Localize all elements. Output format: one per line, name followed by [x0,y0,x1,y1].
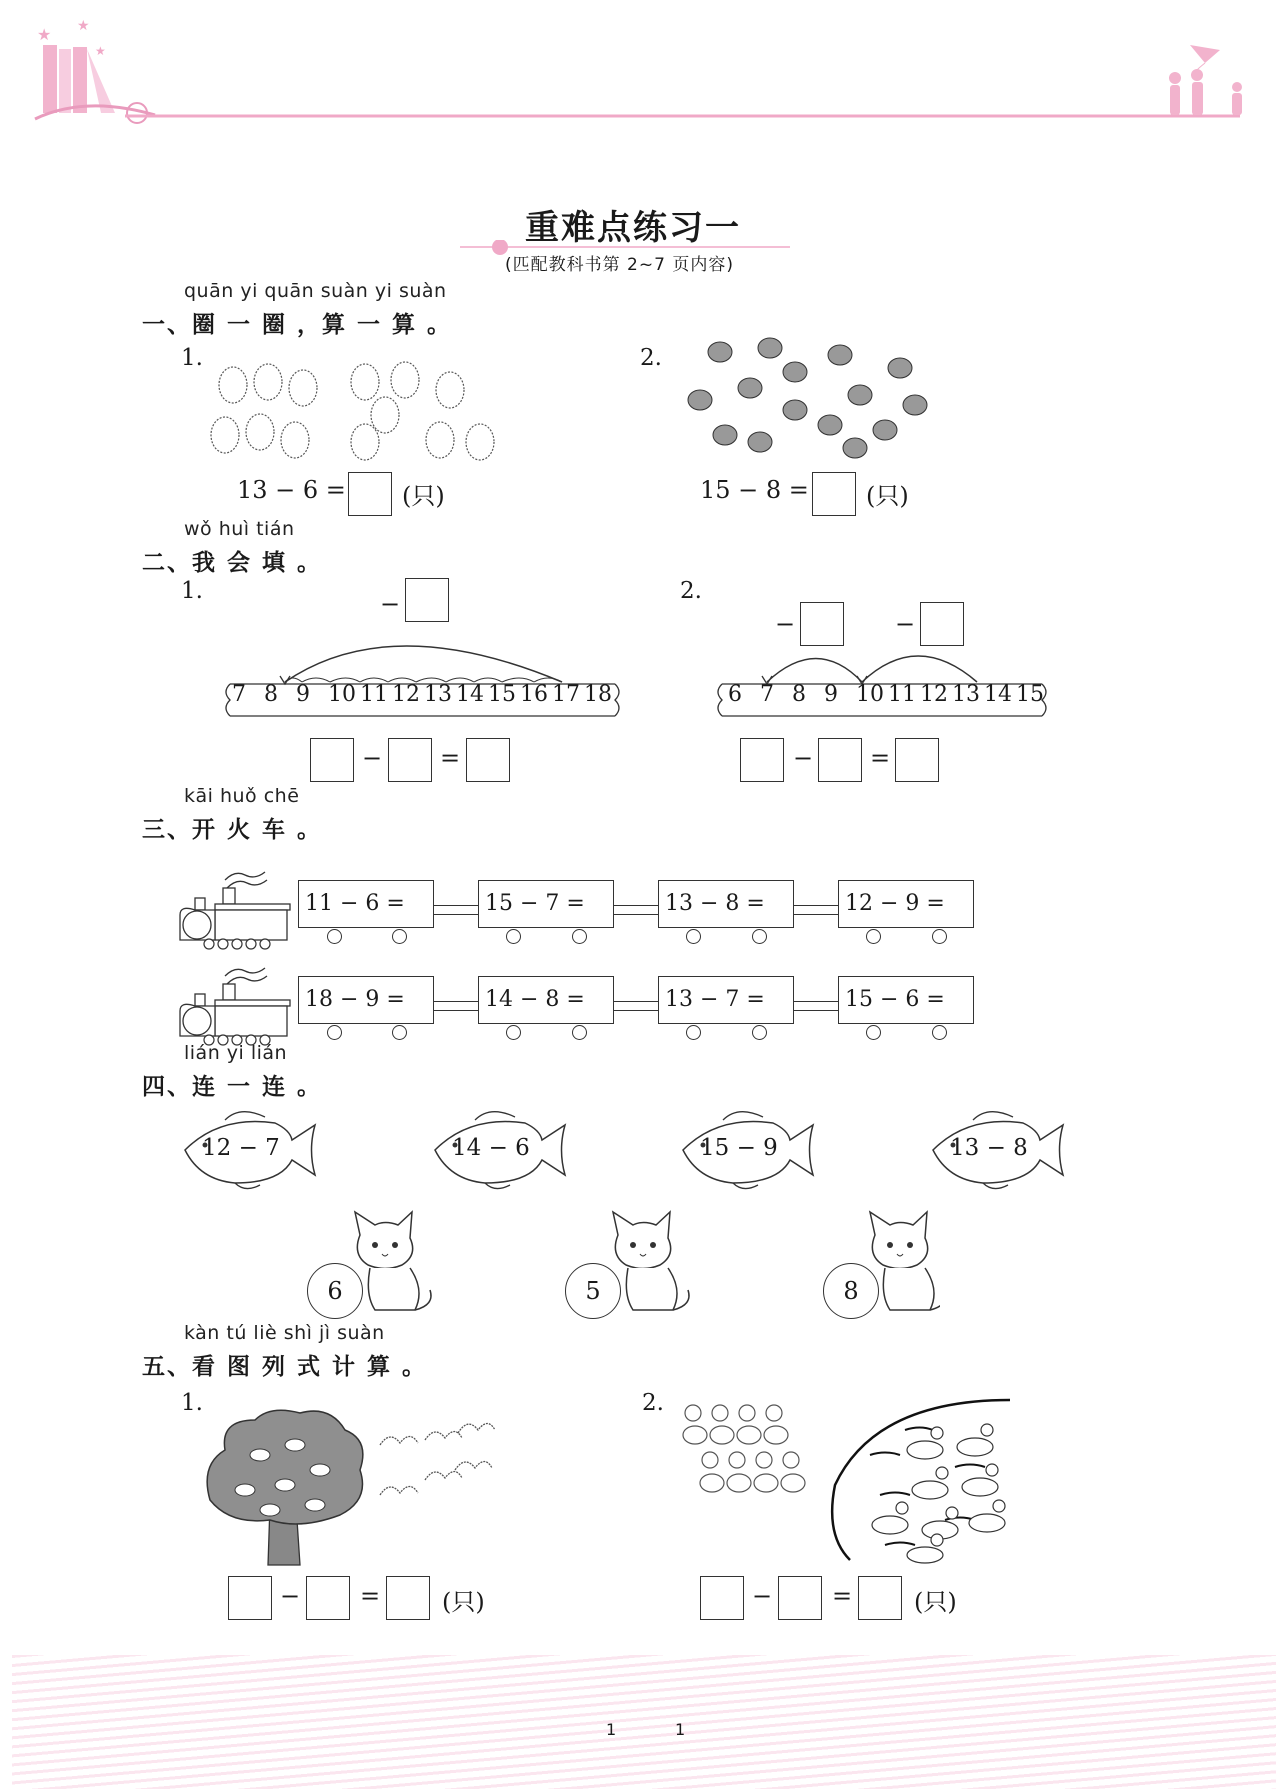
s1-q2-answer-box[interactable] [812,472,856,516]
fish-expr-4[interactable]: 13 − 8 [950,1135,1028,1161]
train2-car-4[interactable] [838,976,974,1024]
s2-q2-minus-a: − [775,610,796,638]
train2-car-4-expr: 15 − 6 = [845,987,945,1012]
s2-q1-ans-box-2[interactable] [388,738,432,782]
train2-car-2[interactable] [478,976,614,1024]
page-number-b: 1 [675,1720,686,1739]
wheel [866,1025,881,1040]
tick: 15 [488,682,516,707]
s2-q2-ans-box-3[interactable] [895,738,939,782]
s5-q1-minus: − [280,1582,301,1610]
train1-car-2-expr: 15 − 7 = [485,891,585,916]
tick: 13 [424,682,452,707]
s2-heading: 二、我 会 填 。 [142,550,323,576]
wheel [752,1025,767,1040]
s2-q1-ticks [232,682,616,707]
tick: 12 [392,682,420,707]
train1-car-4[interactable] [838,880,974,928]
page-title: 重难点练习一 [525,208,741,248]
ball-8[interactable]: 8 [823,1263,879,1319]
s2-q1-ans-box-1[interactable] [310,738,354,782]
s5-q1-box-3[interactable] [386,1576,430,1620]
s5-q2-box-1[interactable] [700,1576,744,1620]
wheel [392,929,407,944]
tick: 8 [792,682,806,707]
s5-q2-unit: (只) [914,1588,957,1616]
s5-q2-label: 2. [642,1390,664,1416]
coupler [434,905,478,915]
wheel [506,1025,521,1040]
fish-expr-1[interactable]: 12 − 7 [202,1135,280,1161]
train1-car-1[interactable] [298,880,434,928]
s5-q1-label: 1. [181,1390,203,1416]
fish-row [180,1105,1070,1195]
svg-text:★: ★ [77,18,90,34]
s1-q1-expr: 13 − 6 = [237,476,346,504]
s1-heading: 一、圈 一 圈 ，算 一 算 。 [142,312,453,338]
s2-q1-minus: − [380,590,401,618]
s5-q2-minus: − [752,1582,773,1610]
tick: 8 [264,682,278,707]
train1-car-1-expr: 11 − 6 = [305,891,405,916]
s2-q1-ans-minus: − [362,744,383,772]
s1-pinyin: quān yi quān suàn yi suàn [184,280,447,302]
wheel [506,929,521,944]
s2-q1-ans-box-3[interactable] [466,738,510,782]
s2-q2-ticks [728,682,1048,707]
wheel [392,1025,407,1040]
s5-q1-box-1[interactable] [228,1576,272,1620]
s2-q1-top-box[interactable] [405,578,449,622]
coupler [614,1001,658,1011]
tick: 10 [328,682,356,707]
children-kite-icon [1169,45,1242,115]
tick: 11 [888,682,916,707]
s4-heading: 四、连 一 连 。 [142,1074,323,1100]
train1-car-3-expr: 13 − 8 = [665,891,765,916]
wheel [572,929,587,944]
train2-car-1[interactable] [298,976,434,1024]
locomotive-icon [175,946,295,1046]
tick: 14 [456,682,484,707]
tick: 18 [584,682,612,707]
tick: 16 [520,682,548,707]
coupler [794,905,838,915]
s1-q2-unit: (只) [866,482,909,510]
s1-q1-label: 1. [181,345,203,371]
coupler [434,1001,478,1011]
s2-q2-label: 2. [680,578,702,604]
book-logo-icon [35,18,155,123]
wheel [327,1025,342,1040]
tick: 7 [232,682,246,707]
s2-q2-ans-equals: = [870,744,891,772]
page-number-a: 1 [606,1720,617,1739]
wheel [752,929,767,944]
fish-expr-2[interactable]: 14 − 6 [452,1135,530,1161]
tick: 9 [824,682,838,707]
s2-q2-ans-minus: − [793,744,814,772]
s1-q2-label: 2. [640,345,662,371]
train2-car-1-expr: 18 − 9 = [305,987,405,1012]
ducks-pond-illustration [675,1395,1015,1565]
ball-6[interactable]: 6 [307,1263,363,1319]
tick: 17 [552,682,580,707]
s5-pinyin: kàn tú liè shì jì suàn [184,1322,385,1344]
tick: 9 [296,682,310,707]
s1-q1-unit: (只) [402,482,445,510]
s5-heading: 五、看 图 列 式 计 算 。 [142,1354,428,1380]
tick: 7 [760,682,774,707]
wheel [686,929,701,944]
s3-pinyin: kāi huǒ chē [184,785,300,807]
s2-q1-ans-equals: = [440,744,461,772]
wheel [327,929,342,944]
s1-q1-answer-box[interactable] [348,472,392,516]
train1-car-2[interactable] [478,880,614,928]
ladybugs-illustration [680,330,950,460]
s1-q2-expr: 15 − 8 = [700,476,809,504]
train2-car-2-expr: 14 − 8 = [485,987,585,1012]
s5-q1-equals: = [360,1582,381,1610]
train2-car-3[interactable] [658,976,794,1024]
s5-q2-box-3[interactable] [858,1576,902,1620]
train2-car-3-expr: 13 − 7 = [665,987,765,1012]
footer-band [12,1655,1276,1789]
s3-heading: 三、开 火 车 。 [142,817,323,843]
cat-icon [870,1212,940,1310]
tick: 15 [1016,682,1044,707]
chicks-illustration [205,360,505,470]
tick: 10 [856,682,884,707]
locomotive-icon [175,850,295,950]
page-subtitle: (匹配教科书第 2~7 页内容) [505,255,734,275]
svg-text:★: ★ [37,25,52,44]
wheel [686,1025,701,1040]
tree-birds-illustration [200,1405,500,1570]
s2-q2-ans-box-1[interactable] [740,738,784,782]
coupler [614,905,658,915]
tick: 11 [360,682,388,707]
s5-q1-box-2[interactable] [306,1576,350,1620]
ball-5[interactable]: 5 [565,1263,621,1319]
wheel [932,1025,947,1040]
s2-q2-minus-b: − [895,610,916,638]
s5-q1-unit: (只) [442,1588,485,1616]
tick: 14 [984,682,1012,707]
train1-car-3[interactable] [658,880,794,928]
tick: 6 [728,682,742,707]
s5-q2-box-2[interactable] [778,1576,822,1620]
wheel [866,929,881,944]
s2-pinyin: wǒ huì tián [184,518,295,540]
fish-expr-3[interactable]: 15 − 9 [700,1135,778,1161]
wheel [572,1025,587,1040]
wheel [932,929,947,944]
tick: 13 [952,682,980,707]
s4-pinyin: lián yi lián [184,1042,288,1064]
tick: 12 [920,682,948,707]
cat-icon [355,1212,431,1310]
train1-car-4-expr: 12 − 9 = [845,891,945,916]
coupler [794,1001,838,1011]
cat-icon [613,1212,689,1310]
s5-q2-equals: = [832,1582,853,1610]
svg-text:★: ★ [95,44,106,58]
s2-q1-label: 1. [181,578,203,604]
s2-q2-ans-box-2[interactable] [818,738,862,782]
